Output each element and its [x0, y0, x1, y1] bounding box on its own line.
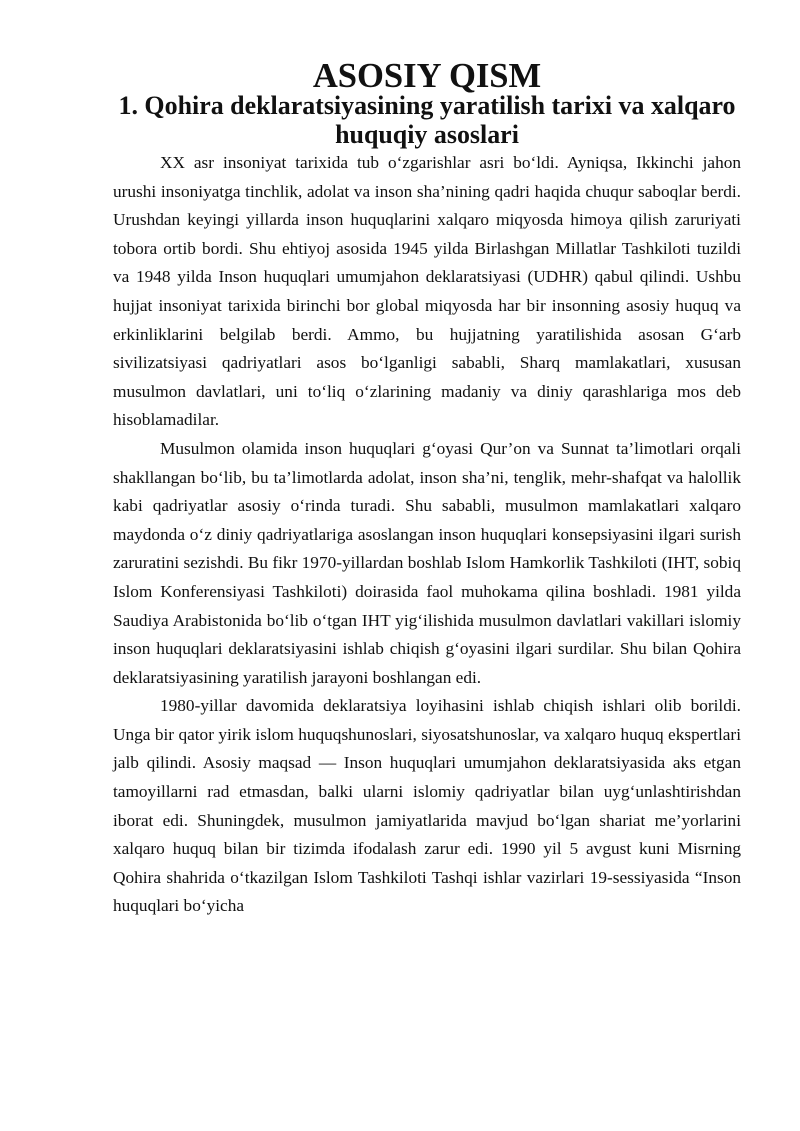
body-paragraph: 1980-yillar davomida deklaratsiya loyihasini ishlab chiqish ishlari olib borildi. Unga bir qator yirik islom huquqshunoslari, siyosatshunoslar, va xalqaro huquq ekspertlari jalb qilindi. Asosiy maqsad — Inson huquqlari umumjahon deklaratsiyasida aks etgan tamoyillarni rad etmasdan, balki ularni islomiy qadriyatlar bilan uyg‘unlashtirishdan iborat edi. Shuningdek, musulmon jamiyatlarida mavjud bo‘lgan shariat me’yorlarini xalqaro huquq bilan bir tizimda ifodalash zarur edi. 1990 yil 5 avgust kuni Misrning Qohira shahrida o‘tkazilgan Islom Tashkiloti Tashqi ishlar vazirlari 19-sessiyasida “Inson huquqlari bo‘yicha	[113, 696, 741, 916]
page-title: ASOSIY QISM	[312, 57, 542, 95]
document-page	[113, 57, 741, 921]
body-paragraph: Musulmon olamida inson huquqlari g‘oyasi Qur’on va Sunnat ta’limotlari orqali shakllangan bo‘lib, bu ta’limotlarda adolat, inson sha’ni, tenglik, mehr-shafqat va halollik kabi qadriyatlar asosiy o‘rinda turadi. Shu sababli, musulmon mamlakatlari xalqaro maydonda o‘z diniy qadriyatlariga asoslangan inson huquqlari konsepsiyasini ilgari surish zaruratini sezishdi. Bu fikr 1970-yillardan boshlab Islom Hamkorlik Tashkiloti (IHT, sobiq Islom Konferensiyasi Tashkiloti) doirasida faol muhokama qilina boshladi. 1981 yilda Saudiya Arabistonida bo‘lib o‘tgan IHT yig‘ilishida musulmon davlatlari vakillari islomiy inson huquqlari deklaratsiyasini ishlab chiqish g‘oyasini ilgari surdilar. Shu bilan Qohira deklaratsiyasining yaratilish jarayoni boshlangan edi.	[113, 438, 741, 687]
section-heading: 1. Qohira deklaratsiyasining yaratilish tarixi va xalqaro huquqiy asoslari	[118, 91, 736, 149]
body-paragraph: XX asr insoniyat tarixida tub o‘zgarishlar asri bo‘ldi. Ayniqsa, Ikkinchi jahon urushi insoniyatga tinchlik, adolat va inson sha’nining qadri haqida chuqur saboqlar berdi. Urushdan keyingi yillarda inson huquqlarini xalqaro miqyosda himoya qilish zaruriyati tobora ortib bordi. Shu ehtiyoj asosida 1945 yilda Birlashgan Millatlar Tashkiloti tuzildi va 1948 yilda Inson huquqlari umumjahon deklaratsiyasi (UDHR) qabul qilindi. Ushbu hujjat insoniyat tarixida birinchi bor global miqyosda har bir insonning asosiy huquq va erkinliklarini belgilab berdi. Ammo, bu hujjatning yaratilishida asosan G‘arb sivilizatsiyasi qadriyatlari asos bo‘lganligi sababli, Sharq mamlakatlari, xususan musulmon davlatlari, uni to‘liq o‘zlarining madaniy va diniy qarashlariga mos deb hisoblamadilar.	[113, 153, 741, 430]
